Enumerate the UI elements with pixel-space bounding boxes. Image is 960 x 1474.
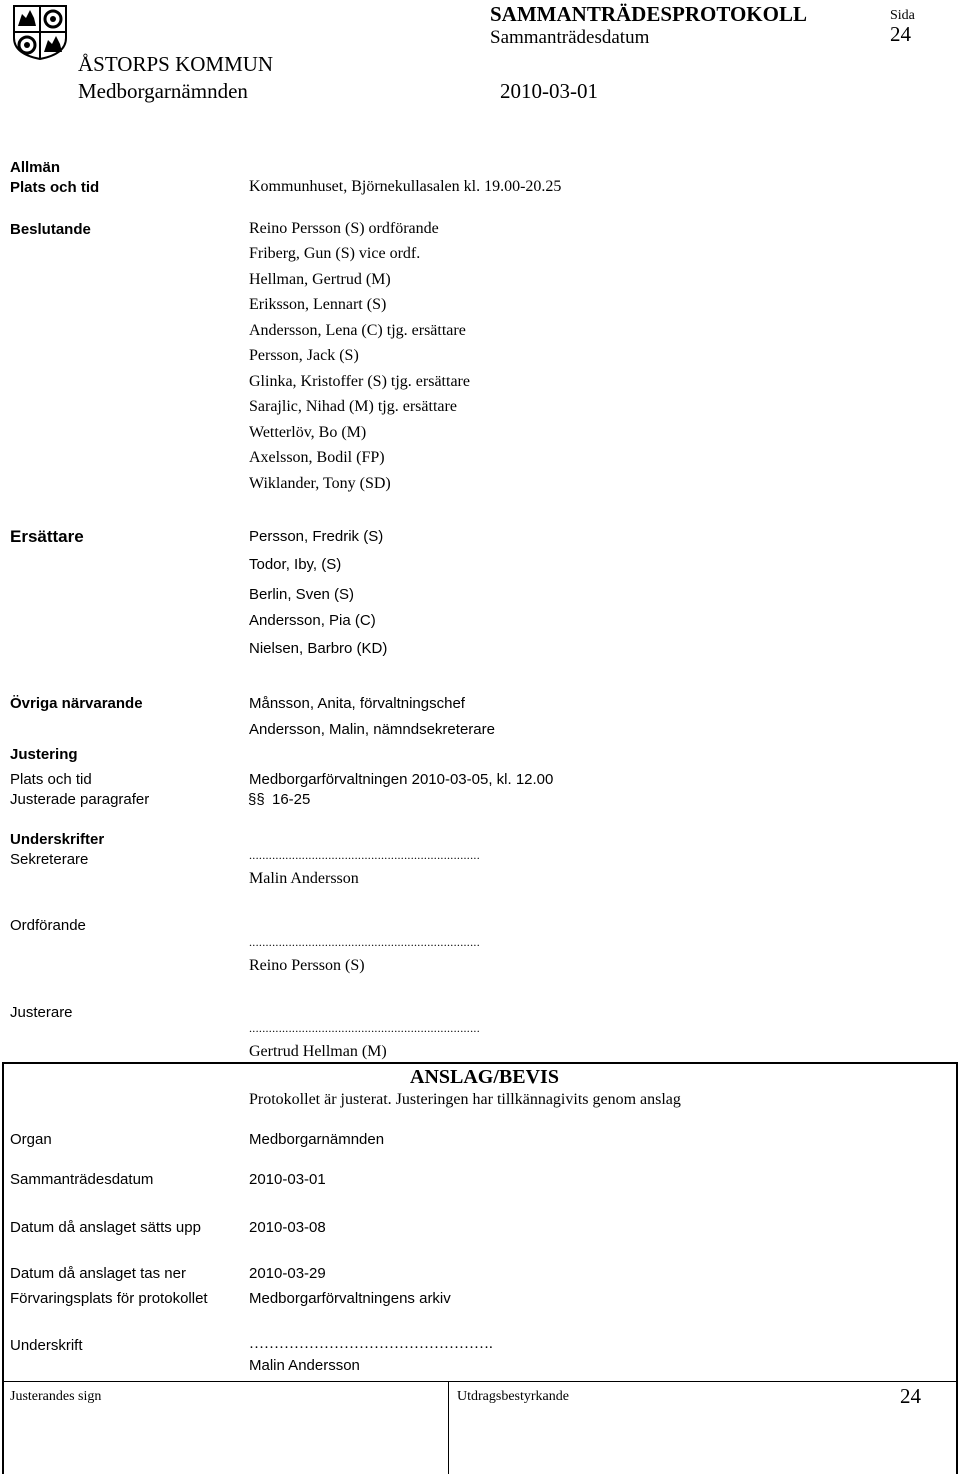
place-time-value: Kommunhuset, Björnekullasalen kl. 19.00-20.25 bbox=[249, 178, 562, 195]
header-date-label: Sammanträdesdatum bbox=[490, 27, 650, 48]
anslag-left-border bbox=[2, 1062, 4, 1474]
member-item: Nielsen, Barbro (KD) bbox=[249, 640, 388, 657]
committee-name: Medborgarnämnden bbox=[78, 79, 248, 103]
member-item: Wetterlöv, Bo (M) bbox=[249, 424, 367, 441]
footer-page-number: 24 bbox=[900, 1384, 921, 1408]
member-item: Persson, Jack (S) bbox=[249, 347, 359, 364]
member-item: Eriksson, Lennart (S) bbox=[249, 296, 387, 313]
posted-date-label: Datum då anslaget sätts upp bbox=[10, 1219, 201, 1236]
sekreterare-signature-line: ...................................................................... bbox=[249, 848, 480, 862]
anslag-statement: Protokollet är justerat. Justeringen har tillkännagivits genom anslag bbox=[249, 1091, 681, 1108]
member-item: Axelsson, Bodil (FP) bbox=[249, 449, 385, 466]
posted-date-value: 2010-03-08 bbox=[249, 1219, 326, 1236]
member-item: Berlin, Sven (S) bbox=[249, 586, 355, 603]
beslutande-label: Beslutande bbox=[10, 221, 91, 238]
member-item: Persson, Fredrik (S) bbox=[249, 528, 384, 545]
justering-heading: Justering bbox=[10, 746, 78, 763]
justerade-paragrafer-label: Justerade paragrafer bbox=[10, 791, 150, 808]
place-time-label: Plats och tid bbox=[10, 179, 100, 196]
justerade-paragrafer-value: 16-25 bbox=[272, 791, 311, 808]
anslag-top-border bbox=[2, 1062, 958, 1064]
member-item: Andersson, Lena (C) tjg. ersättare bbox=[249, 322, 466, 339]
ordforande-name: Reino Persson (S) bbox=[249, 957, 365, 974]
removed-date-label: Datum då anslaget tas ner bbox=[10, 1265, 186, 1282]
ovriga-item: Månsson, Anita, förvaltningschef bbox=[249, 695, 465, 712]
organ-label: Organ bbox=[10, 1131, 52, 1148]
ersattare-label: Ersättare bbox=[10, 527, 84, 546]
justerare-name: Gertrud Hellman (M) bbox=[249, 1043, 387, 1060]
signature-name: Malin Andersson bbox=[249, 1357, 360, 1374]
page-number: 24 bbox=[890, 22, 911, 46]
organ-value: Medborgarnämnden bbox=[249, 1131, 385, 1148]
footer-column-divider bbox=[448, 1381, 449, 1474]
municipality-name: ÅSTORPS KOMMUN bbox=[78, 52, 274, 76]
document-title: SAMMANTRÄDESPROTOKOLL bbox=[490, 2, 807, 26]
paragraph-symbol: §§ bbox=[248, 791, 265, 808]
signature-label: Underskrift bbox=[10, 1337, 83, 1354]
anslag-date-value: 2010-03-01 bbox=[249, 1171, 326, 1188]
justering-place-label: Plats och tid bbox=[10, 771, 92, 788]
member-item: Andersson, Pia (C) bbox=[249, 612, 376, 629]
member-item: Todor, Iby, (S) bbox=[249, 556, 342, 573]
member-item: Wiklander, Tony (SD) bbox=[249, 475, 391, 492]
ordforande-label: Ordförande bbox=[10, 917, 86, 934]
storage-value: Medborgarförvaltningens arkiv bbox=[249, 1290, 451, 1307]
footer-divider bbox=[2, 1381, 958, 1382]
municipality-coat-of-arms-icon bbox=[12, 4, 68, 60]
ovriga-item: Andersson, Malin, nämndsekreterare bbox=[249, 721, 495, 738]
member-item: Friberg, Gun (S) vice ordf. bbox=[249, 245, 421, 262]
underskrifter-heading: Underskrifter bbox=[10, 831, 105, 848]
section-heading-allman: Allmän bbox=[10, 159, 61, 176]
page-label: Sida bbox=[890, 8, 915, 23]
anslag-date-label: Sammanträdesdatum bbox=[10, 1171, 154, 1188]
signature-line: …………………………………………. bbox=[249, 1336, 493, 1352]
justering-place-value: Medborgarförvaltningen 2010-03-05, kl. 12.00 bbox=[249, 771, 554, 788]
sekreterare-name: Malin Andersson bbox=[249, 870, 359, 887]
ordforande-signature-line: ...................................................................... bbox=[249, 935, 480, 949]
justerare-signature-line: ...................................................................... bbox=[249, 1021, 480, 1035]
sekreterare-label: Sekreterare bbox=[10, 851, 89, 868]
member-item: Reino Persson (S) ordförande bbox=[249, 220, 439, 237]
footer-sign-label: Justerandes sign bbox=[10, 1389, 102, 1404]
removed-date-value: 2010-03-29 bbox=[249, 1265, 326, 1282]
member-item: Hellman, Gertrud (M) bbox=[249, 271, 391, 288]
justerare-label: Justerare bbox=[10, 1004, 73, 1021]
member-item: Sarajlic, Nihad (M) tjg. ersättare bbox=[249, 398, 457, 415]
member-item: Glinka, Kristoffer (S) tjg. ersättare bbox=[249, 373, 470, 390]
anslag-title: ANSLAG/BEVIS bbox=[410, 1066, 559, 1088]
meeting-date: 2010-03-01 bbox=[500, 79, 598, 103]
storage-label: Förvaringsplats för protokollet bbox=[10, 1290, 208, 1307]
ovriga-label: Övriga närvarande bbox=[10, 695, 143, 712]
anslag-right-border bbox=[956, 1062, 958, 1474]
footer-extract-label: Utdragsbestyrkande bbox=[457, 1389, 569, 1404]
